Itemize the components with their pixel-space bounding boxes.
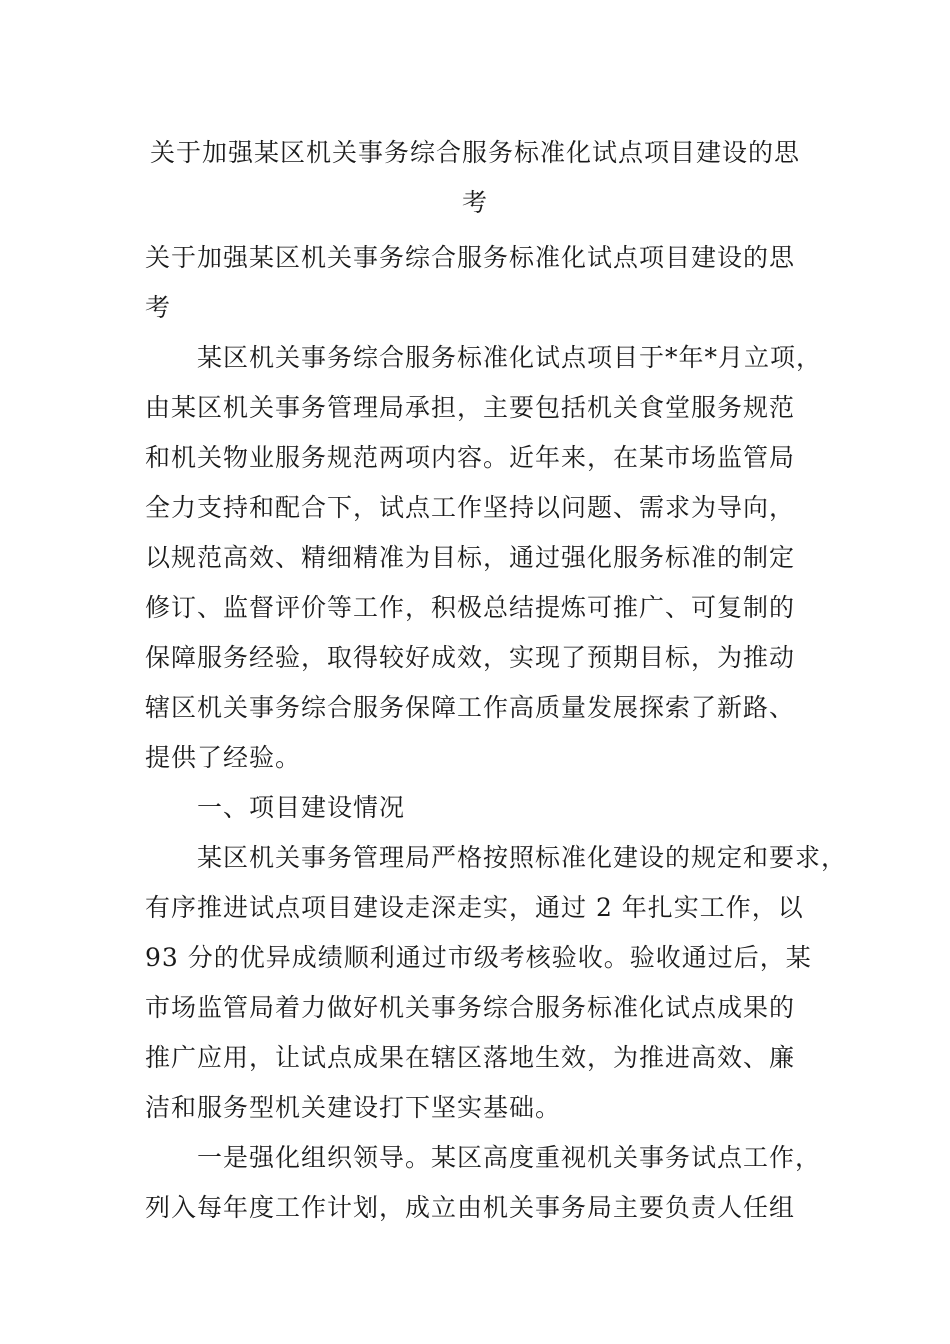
body-line: 以规范高效、精细精准为目标，通过强化服务标准的制定 <box>145 543 796 572</box>
body-line: 洁和服务型机关建设打下坚实基础。 <box>145 1093 562 1122</box>
body-line: 某区机关事务综合服务标准化试点项目于*年*月立项， <box>145 343 823 372</box>
body-line: 市场监管局着力做好机关事务综合服务标准化试点成果的 <box>145 993 796 1022</box>
body-line: 有序推进试点项目建设走深走实，通过 2 年扎实工作，以 <box>145 893 804 922</box>
body-line: 全力支持和配合下，试点工作坚持以问题、需求为导向， <box>145 493 796 522</box>
title-line-1: 关于加强某区机关事务综合服务标准化试点项目建设的思 <box>149 138 800 167</box>
body-line: 考 <box>145 293 172 322</box>
section-heading: 一、项目建设情况 <box>145 793 406 822</box>
body-line: 提供了经验。 <box>145 743 302 772</box>
body-line: 辖区机关事务综合服务保障工作高质量发展探索了新路、 <box>145 693 796 722</box>
body-line: 保障服务经验，取得较好成效，实现了预期目标，为推动 <box>145 643 796 672</box>
body-line: 由某区机关事务管理局承担，主要包括机关食堂服务规范 <box>145 393 796 422</box>
body-line: 修订、监督评价等工作，积极总结提炼可推广、可复制的 <box>145 593 796 622</box>
document-title <box>145 128 805 228</box>
body-line: 某区机关事务管理局严格按照标准化建设的规定和要求， <box>145 843 848 872</box>
body-line: 推广应用，让试点成果在辖区落地生效，为推进高效、廉 <box>145 1043 796 1072</box>
body-line: 关于加强某区机关事务综合服务标准化试点项目建设的思 <box>145 243 796 272</box>
body-line: 一是强化组织领导。某区高度重视机关事务试点工作， <box>145 1143 822 1172</box>
body-line: 93 分的优异成绩顺利通过市级考核验收。验收通过后，某 <box>145 943 812 972</box>
body-line: 列入每年度工作计划，成立由机关事务局主要负责人任组 <box>145 1193 796 1222</box>
body-line: 和机关物业服务规范两项内容。近年来，在某市场监管局 <box>145 443 796 472</box>
title-line-2: 考 <box>461 188 488 217</box>
document-body <box>145 233 848 1233</box>
